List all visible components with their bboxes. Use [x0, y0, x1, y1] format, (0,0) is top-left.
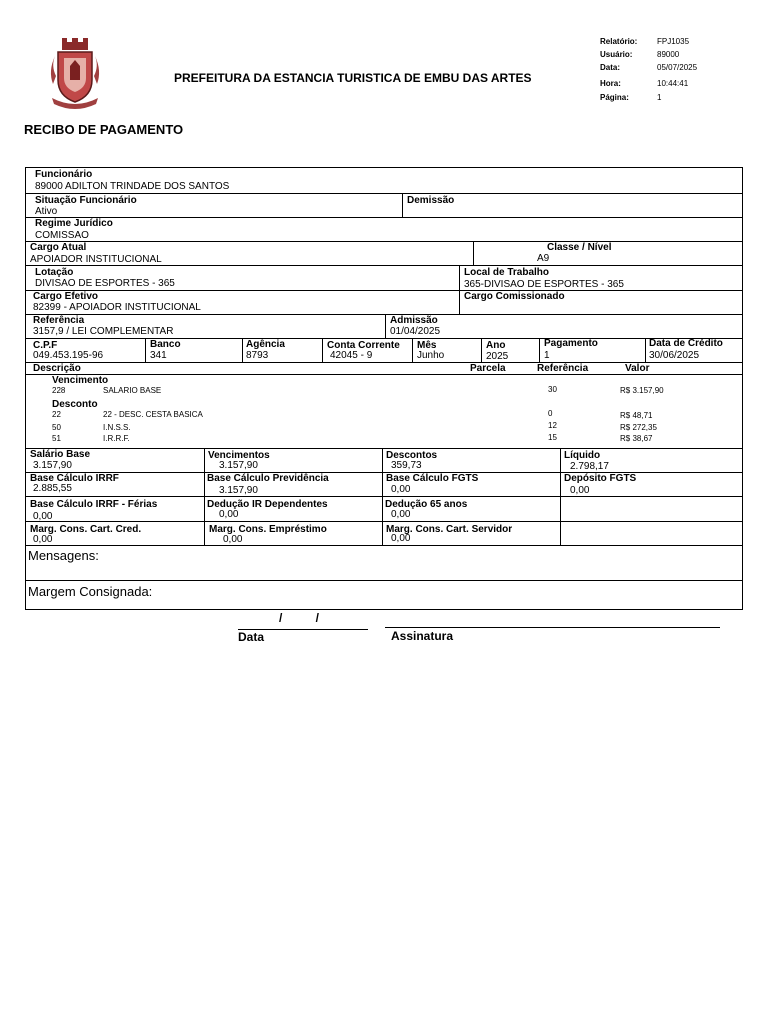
pagamento-label: Pagamento [544, 338, 598, 349]
deducao-65-label: Dedução 65 anos [385, 499, 468, 510]
meta-value: 89000 [657, 50, 680, 59]
cargo-comissionado-label: Cargo Comissionado [464, 291, 565, 302]
conta-label: Conta Corrente [327, 340, 400, 351]
table-row-desc: I.R.R.F. [103, 434, 130, 443]
table-row-desc: 22 - DESC. CESTA BASICA [103, 410, 203, 419]
banco-label: Banco [150, 339, 181, 350]
situacao-value: Ativo [35, 206, 58, 217]
ano-label: Ano [486, 340, 506, 351]
mes-value: Junho [417, 350, 445, 361]
assinatura-label: Assinatura [391, 629, 454, 643]
col-referencia: Referência [537, 363, 589, 374]
classe-value: A9 [537, 253, 550, 264]
meta-value: 1 [657, 93, 662, 102]
meta-label: Hora: [600, 79, 621, 88]
marg-emprestimo-value: 0,00 [223, 534, 243, 545]
pagamento-value: 1 [544, 350, 550, 361]
table-row-valor: R$ 272,35 [620, 423, 657, 432]
data-credito-value: 30/06/2025 [649, 350, 700, 361]
base-irrf-label: Base Cálculo IRRF [30, 473, 119, 484]
meta-label: Data: [600, 63, 621, 72]
agencia-label: Agência [246, 339, 285, 350]
liquido-label: Líquido [564, 450, 601, 461]
salario-base-label: Salário Base [30, 449, 91, 460]
meta-label: Relatório: [600, 37, 638, 46]
cpf-label: C.P.F [33, 340, 58, 351]
base-irrf-ferias-label: Base Cálculo IRRF - Férias [30, 499, 158, 510]
table-row-code: 51 [52, 434, 61, 443]
descontos-total-value: 359,73 [391, 460, 422, 471]
meta-value: 10:44:41 [657, 79, 689, 88]
date-slashes: / / [279, 611, 320, 625]
local-trabalho-value: 365-DIVISAO DE ESPORTES - 365 [464, 279, 624, 290]
data-label: Data [238, 630, 265, 644]
meta-label: Página: [600, 93, 629, 102]
deposito-fgts-label: Depósito FGTS [564, 473, 637, 484]
marg-emprestimo-label: Marg. Cons. Empréstimo [209, 524, 327, 535]
table-row-code: 22 [52, 410, 61, 419]
lotacao-value: DIVISAO DE ESPORTES - 365 [35, 278, 175, 289]
base-fgts-label: Base Cálculo FGTS [386, 473, 479, 484]
liquido-value: 2.798,17 [570, 461, 609, 472]
cargo-atual-label: Cargo Atual [30, 242, 87, 253]
mensagens-label: Mensagens: [28, 548, 99, 563]
banco-value: 341 [150, 350, 167, 361]
coat-of-arms-logo [48, 36, 102, 112]
table-row-ref: 30 [548, 385, 557, 394]
marg-servidor-value: 0,00 [391, 533, 411, 544]
table-row-ref: 15 [548, 433, 557, 442]
agencia-value: 8793 [246, 350, 269, 361]
vencimentos-total-value: 3.157,90 [219, 460, 258, 471]
table-row-code: 50 [52, 423, 61, 432]
regime-value: COMISSAO [35, 230, 89, 241]
table-row-code: 228 [52, 386, 66, 395]
data-credito-label: Data de Crédito [649, 338, 723, 349]
funcionario-value: 89000 ADILTON TRINDADE DOS SANTOS [35, 181, 230, 192]
col-valor: Valor [625, 363, 650, 374]
base-irrf-ferias-value: 0,00 [33, 511, 53, 522]
table-row-ref: 0 [548, 409, 553, 418]
cargo-efetivo-value: 82399 - APOIADOR INSTITUCIONAL [33, 302, 201, 313]
deducao-dependentes-label: Dedução IR Dependentes [207, 499, 328, 510]
regime-label: Regime Jurídico [35, 218, 113, 229]
base-fgts-value: 0,00 [391, 484, 411, 495]
document-title: RECIBO DE PAGAMENTO [24, 122, 184, 137]
classe-label: Classe / Nível [547, 242, 612, 253]
organization-name: PREFEITURA DA ESTANCIA TURISTICA DE EMBU DAS ARTES [174, 71, 532, 85]
mes-label: Mês [417, 340, 437, 351]
conta-value: 42045 - 9 [330, 350, 373, 361]
meta-value: 05/07/2025 [657, 63, 698, 72]
margem-consignada-label: Margem Consignada: [28, 584, 153, 599]
situacao-label: Situação Funcionário [35, 195, 137, 206]
referencia-value: 3157,9 / LEI COMPLEMENTAR [33, 326, 174, 337]
cargo-atual-value: APOIADOR INSTITUCIONAL [30, 254, 162, 265]
base-irrf-value: 2.885,55 [33, 483, 72, 494]
salario-base-value: 3.157,90 [33, 460, 72, 471]
deducao-65-value: 0,00 [391, 509, 411, 520]
signature-line [385, 627, 720, 628]
vencimentos-total-label: Vencimentos [208, 450, 270, 461]
funcionario-label: Funcionário [35, 169, 93, 180]
cpf-value: 049.453.195-96 [33, 350, 104, 361]
descontos-total-label: Descontos [386, 450, 438, 461]
deducao-dependentes-value: 0,00 [219, 509, 239, 520]
marg-cart-cred-value: 0,00 [33, 534, 53, 545]
table-row-valor: R$ 3.157,90 [620, 386, 664, 395]
marg-servidor-label: Marg. Cons. Cart. Servidor [386, 524, 513, 535]
base-previdencia-label: Base Cálculo Previdência [207, 473, 329, 484]
referencia-label: Referência [33, 315, 85, 326]
cargo-efetivo-label: Cargo Efetivo [33, 291, 99, 302]
col-parcela: Parcela [470, 363, 506, 374]
table-row-desc: SALARIO BASE [103, 386, 162, 395]
table-row-ref: 12 [548, 421, 557, 430]
meta-label: Usuário: [600, 50, 633, 59]
col-descricao: Descrição [33, 363, 81, 374]
demissao-label: Demissão [407, 195, 455, 206]
admissao-value: 01/04/2025 [390, 326, 441, 337]
marg-cart-cred-label: Marg. Cons. Cart. Cred. [30, 524, 142, 535]
base-previdencia-value: 3.157,90 [219, 485, 258, 496]
lotacao-label: Lotação [35, 267, 74, 278]
local-trabalho-label: Local de Trabalho [464, 267, 550, 278]
table-row-valor: R$ 48,71 [620, 411, 653, 420]
ano-value: 2025 [486, 351, 509, 362]
table-row-valor: R$ 38,67 [620, 434, 653, 443]
vencimento-section-label: Vencimento [52, 375, 109, 386]
deposito-fgts-value: 0,00 [570, 485, 590, 496]
table-row-desc: I.N.S.S. [103, 423, 131, 432]
desconto-section-label: Desconto [52, 399, 98, 410]
meta-value: FPJ1035 [657, 37, 690, 46]
admissao-label: Admissão [390, 315, 438, 326]
